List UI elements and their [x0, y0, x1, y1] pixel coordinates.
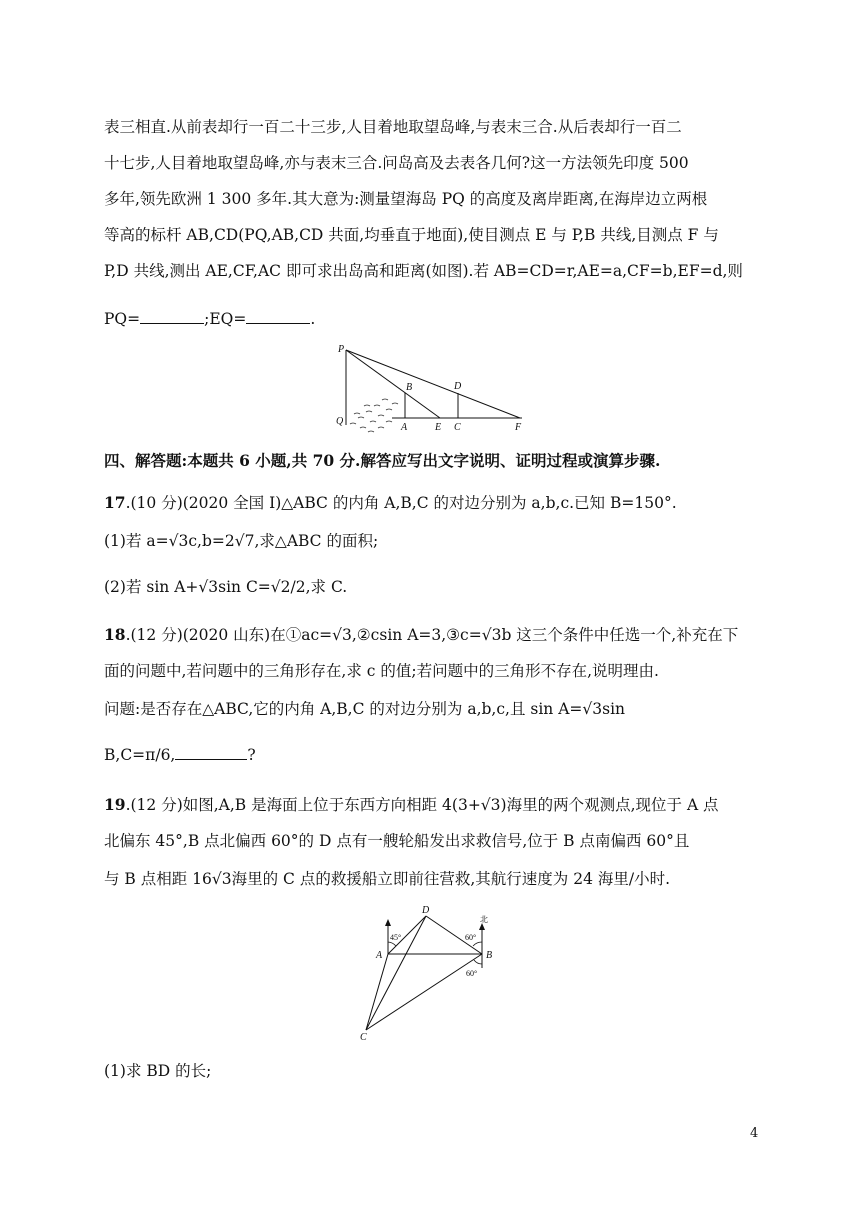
angle-arc-b-top — [473, 942, 482, 946]
pq-label: PQ= — [104, 310, 141, 328]
q19-line2: 北偏东 45°,B 点北偏西 60°的 D 点有一艘轮船发出求救信号,位于 B 点南偏西 60°且 — [104, 832, 690, 850]
answer-line — [104, 308, 315, 330]
label-d2: D — [422, 905, 430, 916]
label-f: F — [515, 422, 522, 433]
label-60deg-bottom: 60° — [466, 969, 478, 978]
label-a2: A — [376, 950, 383, 961]
text-line: 表三相直.从前表却行一百二十三步,人目着地取望岛峰,与表末三合.从后表却行一百二 — [104, 118, 682, 136]
q17-part2: (2)若 sin A+√3sin C=√2/2,求 C. — [104, 578, 348, 596]
q19-part1: (1)求 BD 的长; — [104, 1062, 212, 1080]
text-line: 多年,领先欧洲 1 300 多年.其大意为:测量望海岛 PQ 的高度及离岸距离,在海岸边立两根 — [104, 190, 708, 208]
label-60deg-top: 60° — [465, 933, 477, 942]
label-q: Q — [336, 416, 344, 427]
angle-arc-b-bot — [474, 960, 482, 964]
q19-number: 19 — [104, 795, 126, 814]
q17-text: .(10 分)(2020 全国 Ⅰ)△ABC 的内角 A,B,C 的对边分别为 a,b,c.已知 B=150°. — [125, 494, 677, 512]
q18-line — [104, 624, 738, 646]
label-c: C — [454, 422, 461, 433]
north-arrow-b-head — [479, 923, 485, 930]
water-pattern — [350, 399, 398, 432]
q18-line3: 问题:是否存在△ABC,它的内角 A,B,C 的对边分别为 a,b,c,且 sin A=√3sin — [104, 700, 626, 718]
q18-text: .(12 分)(2020 山东)在①ac=√3,②csin A=3,③c=√3b 这三个条件中任选一个,补充在下 — [125, 626, 739, 644]
text-line: 等高的标杆 AB,CD(PQ,AB,CD 共面,均垂直于地面),使目测点 E 与 P,B 共线,目测点 F 与 — [104, 226, 719, 244]
period: . — [310, 310, 316, 328]
figure-rescue — [352, 902, 512, 1044]
answer-blank-q18[interactable] — [175, 745, 247, 760]
question-mark: ? — [247, 746, 256, 764]
line-bc — [366, 954, 482, 1030]
label-b: B — [406, 382, 413, 393]
q19-line3: 与 B 点相距 16√3海里的 C 点的救援船立即前往营救,其航行速度为 24 海里/小时. — [104, 870, 671, 888]
text-line: P,D 共线,测出 AE,CF,AC 即可求出岛高和距离(如图).若 AB=CD=r,AE=a,CF=b,EF=d,则 — [104, 262, 743, 280]
q17-number: 17 — [104, 493, 126, 512]
answer-blank-eq[interactable] — [246, 309, 310, 324]
north-arrow-a-head — [385, 919, 391, 926]
q19-text: .(12 分)如图,A,B 是海面上位于东西方向相距 4(3+√3)海里的两个观测点,现位于 A 点 — [125, 796, 719, 814]
label-45deg: 45° — [390, 933, 402, 942]
eq-label: ;EQ= — [204, 310, 247, 328]
q18-number: 18 — [104, 625, 126, 644]
q18-condition: B,C=π/6, — [104, 746, 176, 764]
line-ac — [366, 954, 388, 1030]
q18-line2: 面的问题中,若问题中的三角形存在,求 c 的值;若问题中的三角形不存在,说明理由. — [104, 662, 659, 680]
label-b2: B — [486, 950, 493, 961]
label-north: 北 — [480, 915, 488, 924]
q17-line — [104, 492, 677, 514]
label-e: E — [435, 422, 442, 433]
q17-part1: (1)若 a=√3c,b=2√7,求△ABC 的面积; — [104, 532, 379, 550]
line-pf — [346, 350, 520, 418]
figure-island-survey — [330, 340, 530, 434]
label-d: D — [454, 381, 462, 392]
q19-line — [104, 794, 719, 816]
page-number: 4 — [750, 1126, 759, 1141]
section-header: 四、解答题:本题共 6 小题,共 70 分.解答应写出文字说明、证明过程或演算步骤. — [104, 451, 661, 470]
angle-arc-a — [388, 942, 396, 946]
line-pe — [346, 350, 440, 418]
answer-blank-pq[interactable] — [140, 309, 204, 324]
text-line: 十七步,人目着地取望岛峰,亦与表末三合.问岛高及去表各几何?这一方法领先印度 500 — [104, 154, 689, 172]
q18-line4 — [104, 744, 256, 766]
label-a: A — [401, 422, 408, 433]
label-p: P — [338, 344, 345, 355]
label-c2: C — [360, 1032, 367, 1043]
